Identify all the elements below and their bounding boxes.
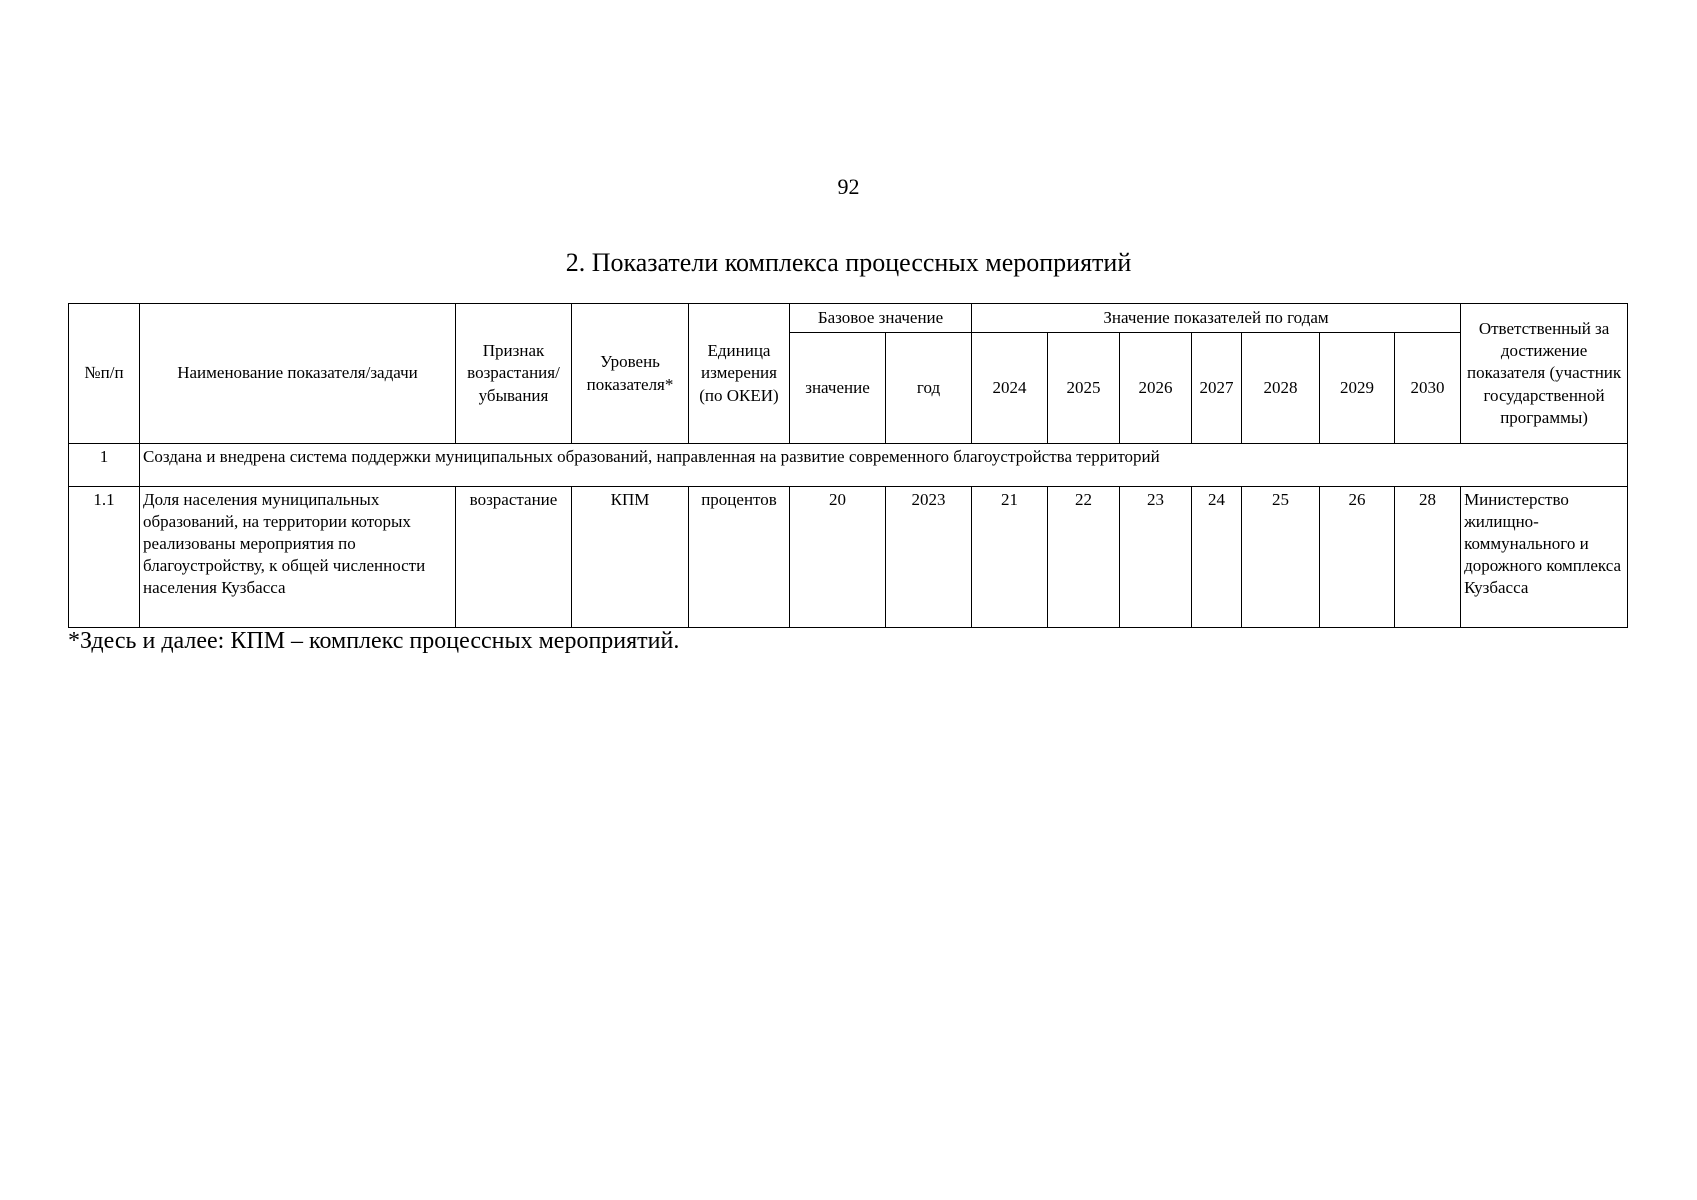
indicator-unit: процентов xyxy=(689,487,790,628)
header-base-group: Базовое значение xyxy=(790,304,972,333)
indicator-value: 23 xyxy=(1120,487,1192,628)
footnote: *Здесь и далее: КПМ – комплекс процессных мероприятий. xyxy=(68,628,680,654)
indicator-value: 28 xyxy=(1395,487,1461,628)
header-sign: Признак возрастания/ убывания xyxy=(456,304,572,444)
header-year: 2028 xyxy=(1242,333,1320,444)
indicator-base-value: 20 xyxy=(790,487,886,628)
section-title: 2. Показатели комплекса процессных мероприятий xyxy=(565,248,1132,277)
header-year: 2026 xyxy=(1120,333,1192,444)
indicator-responsible: Министерство жилищно-коммунального и дорожного комплекса Кузбасса xyxy=(1461,487,1628,628)
header-year: 2030 xyxy=(1395,333,1461,444)
indicator-value: 26 xyxy=(1320,487,1395,628)
indicator-base-year: 2023 xyxy=(886,487,972,628)
header-num: №п/п xyxy=(69,304,140,444)
header-year: 2029 xyxy=(1320,333,1395,444)
indicator-value: 22 xyxy=(1048,487,1120,628)
indicator-value: 24 xyxy=(1192,487,1242,628)
header-year: 2025 xyxy=(1048,333,1120,444)
page-number: 92 xyxy=(837,174,860,199)
header-responsible: Ответственный за достижение показателя (участник государственной программы) xyxy=(1461,304,1628,444)
header-base-year: год xyxy=(886,333,972,444)
task-text: Создана и внедрена система поддержки муниципальных образований, направленная на развитие современного благоустройства территорий xyxy=(140,444,1628,487)
task-row xyxy=(69,444,1628,487)
header-name: Наименование показателя/задачи xyxy=(140,304,456,444)
header-years-group: Значение показателей по годам xyxy=(972,304,1461,333)
indicator-level: КПМ xyxy=(572,487,689,628)
header-row-top xyxy=(69,304,1628,333)
indicator-row xyxy=(69,487,1628,628)
header-level: Уровень показателя* xyxy=(572,304,689,444)
header-year: 2027 xyxy=(1192,333,1242,444)
header-year: 2024 xyxy=(972,333,1048,444)
indicator-name: Доля населения муниципальных образований, на территории которых реализованы мероприятия по благоустройству, к общей численности населения Кузбасса xyxy=(140,487,456,628)
indicator-value: 25 xyxy=(1242,487,1320,628)
indicators-table xyxy=(68,303,1628,628)
indicator-num: 1.1 xyxy=(69,487,140,628)
task-num: 1 xyxy=(69,444,140,487)
indicator-sign: возрастание xyxy=(456,487,572,628)
header-unit: Единица измерения (по ОКЕИ) xyxy=(689,304,790,444)
header-base-value: значение xyxy=(790,333,886,444)
indicator-value: 21 xyxy=(972,487,1048,628)
